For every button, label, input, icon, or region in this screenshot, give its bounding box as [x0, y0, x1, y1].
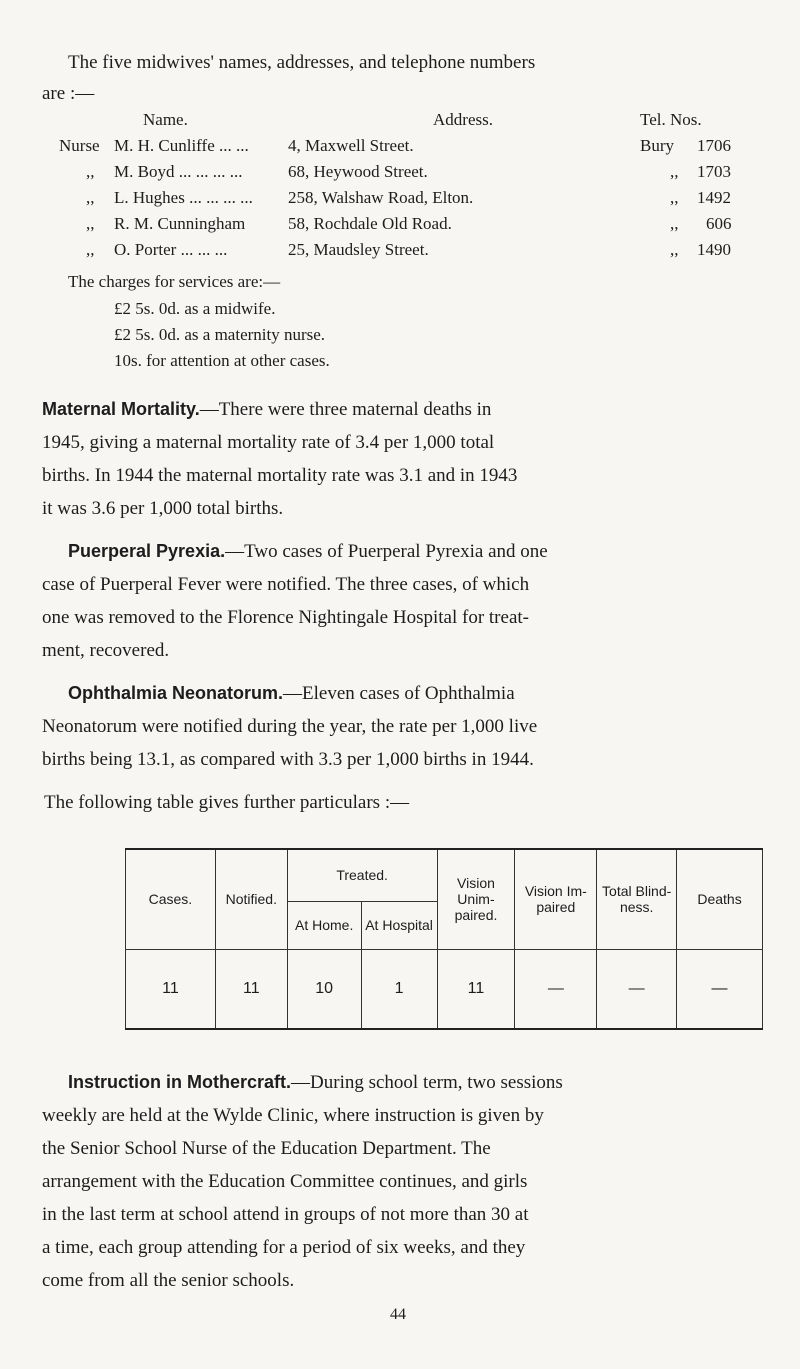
puerperal-line: one was removed to the Florence Nightingale Hospital for treat-: [42, 607, 529, 628]
midwife-tel-prefix: ,,: [670, 240, 679, 259]
maternal-heading: Maternal Mortality.: [42, 399, 200, 419]
cell-at-hospital: 1: [361, 949, 437, 1029]
puerperal-line: ment, recovered.: [42, 640, 170, 661]
mothercraft-line: in the last term at school attend in groups of not more than 30 at: [42, 1204, 529, 1225]
midwife-tel: 606: [706, 214, 732, 233]
midwife-address: 68, Heywood Street.: [288, 162, 428, 181]
header-at-hospital: At Hospital: [361, 901, 437, 949]
ophthalmia-table: [125, 848, 763, 1030]
ophthalmia-line: Neonatorum were notified during the year, the rate per 1,000 live: [42, 716, 538, 737]
midwife-tel: 1706: [697, 136, 731, 155]
cell-at-home: 10: [287, 949, 361, 1029]
midwives-header-name: Name.: [143, 110, 188, 129]
ophthalmia-line-1: Ophthalmia Neonatorum.—Eleven cases of Ophthalmia: [68, 683, 515, 704]
midwife-address: 4, Maxwell Street.: [288, 136, 414, 155]
header-at-home: At Home.: [287, 901, 361, 949]
cell-vision-impaired: —: [515, 949, 597, 1029]
midwife-prefix: Nurse: [59, 136, 100, 155]
midwife-name: L. Hughes ... ... ... ...: [114, 188, 253, 207]
charges-item: 10s. for attention at other cases.: [114, 351, 330, 370]
midwife-name: M. Boyd ... ... ... ...: [114, 162, 243, 181]
header-notified: Notified.: [215, 849, 287, 949]
midwife-name: R. M. Cunningham: [114, 214, 246, 233]
midwife-prefix: ,,: [86, 240, 95, 259]
midwife-address: 25, Maudsley Street.: [288, 240, 429, 259]
cell-total-blindness: —: [597, 949, 677, 1029]
midwife-tel-prefix: Bury: [640, 136, 674, 155]
maternal-line: 1945, giving a maternal mortality rate of 3.4 per 1,000 total: [42, 432, 495, 453]
midwife-tel-prefix: ,,: [670, 188, 679, 207]
mothercraft-line: weekly are held at the Wylde Clinic, where instruction is given by: [42, 1105, 544, 1126]
mothercraft-line: the Senior School Nurse of the Education Department. The: [42, 1138, 491, 1159]
cell-deaths: —: [677, 949, 763, 1029]
header-total-blindness: Total Blind- ness.: [597, 849, 677, 949]
maternal-line: it was 3.6 per 1,000 total births.: [42, 498, 284, 519]
page-number: 44: [390, 1306, 406, 1323]
puerperal-line-1: Puerperal Pyrexia.—Two cases of Puerperal Pyrexia and one: [68, 541, 548, 562]
maternal-line: births. In 1944 the maternal mortality rate was 3.1 and in 1943: [42, 465, 518, 486]
midwife-tel-prefix: ,,: [670, 214, 679, 233]
header-vision-impaired: Vision Im- paired: [515, 849, 597, 949]
header-deaths: Deaths: [677, 849, 763, 949]
ophthalmia-line: births being 13.1, as compared with 3.3 per 1,000 births in 1944.: [42, 749, 534, 770]
mothercraft-line-1: Instruction in Mothercraft.—During school term, two sessions: [68, 1072, 563, 1093]
cell-cases: 11: [126, 949, 216, 1029]
midwife-prefix: ,,: [86, 214, 95, 233]
midwives-header-tel: Tel. Nos.: [640, 110, 702, 129]
midwife-prefix: ,,: [86, 162, 95, 181]
midwife-name: O. Porter ... ... ...: [114, 240, 228, 259]
mothercraft-line: a time, each group attending for a period of six weeks, and they: [42, 1237, 526, 1258]
midwife-name: M. H. Cunliffe ... ...: [114, 136, 249, 155]
cell-notified: 11: [215, 949, 287, 1029]
cell-vision-unimpaired: 11: [437, 949, 515, 1029]
header-cases: Cases.: [126, 849, 216, 949]
midwife-tel-prefix: ,,: [670, 162, 679, 181]
table-row: [126, 949, 763, 1029]
puerperal-line: case of Puerperal Fever were notified. The three cases, of which: [42, 574, 530, 595]
mothercraft-line: arrangement with the Education Committee continues, and girls: [42, 1171, 528, 1192]
intro-line-1: The five midwives' names, addresses, and telephone numbers: [68, 52, 536, 73]
midwife-address: 58, Rochdale Old Road.: [288, 214, 452, 233]
maternal-line-1: Maternal Mortality.—There were three maternal deaths in: [42, 399, 492, 420]
mothercraft-heading: Instruction in Mothercraft.: [68, 1072, 292, 1092]
puerperal-heading: Puerperal Pyrexia.: [68, 541, 226, 561]
midwife-address: 258, Walshaw Road, Elton.: [288, 188, 474, 207]
charges-intro: The charges for services are:—: [68, 272, 281, 291]
header-treated: Treated.: [287, 849, 437, 901]
ophthalmia-heading: Ophthalmia Neonatorum.: [68, 683, 284, 703]
midwife-tel: 1490: [697, 240, 731, 259]
midwife-prefix: ,,: [86, 188, 95, 207]
midwife-tel: 1492: [697, 188, 731, 207]
midwives-header-address: Address.: [433, 110, 493, 129]
intro-line-2: are :—: [42, 83, 95, 104]
charges-item: £2 5s. 0d. as a maternity nurse.: [114, 325, 326, 344]
header-vision-unimpaired: Vision Unim- paired.: [437, 849, 515, 949]
table-intro: The following table gives further particulars :—: [44, 792, 410, 813]
mothercraft-line: come from all the senior schools.: [42, 1270, 295, 1291]
midwife-tel: 1703: [697, 162, 731, 181]
charges-item: £2 5s. 0d. as a midwife.: [114, 299, 276, 318]
